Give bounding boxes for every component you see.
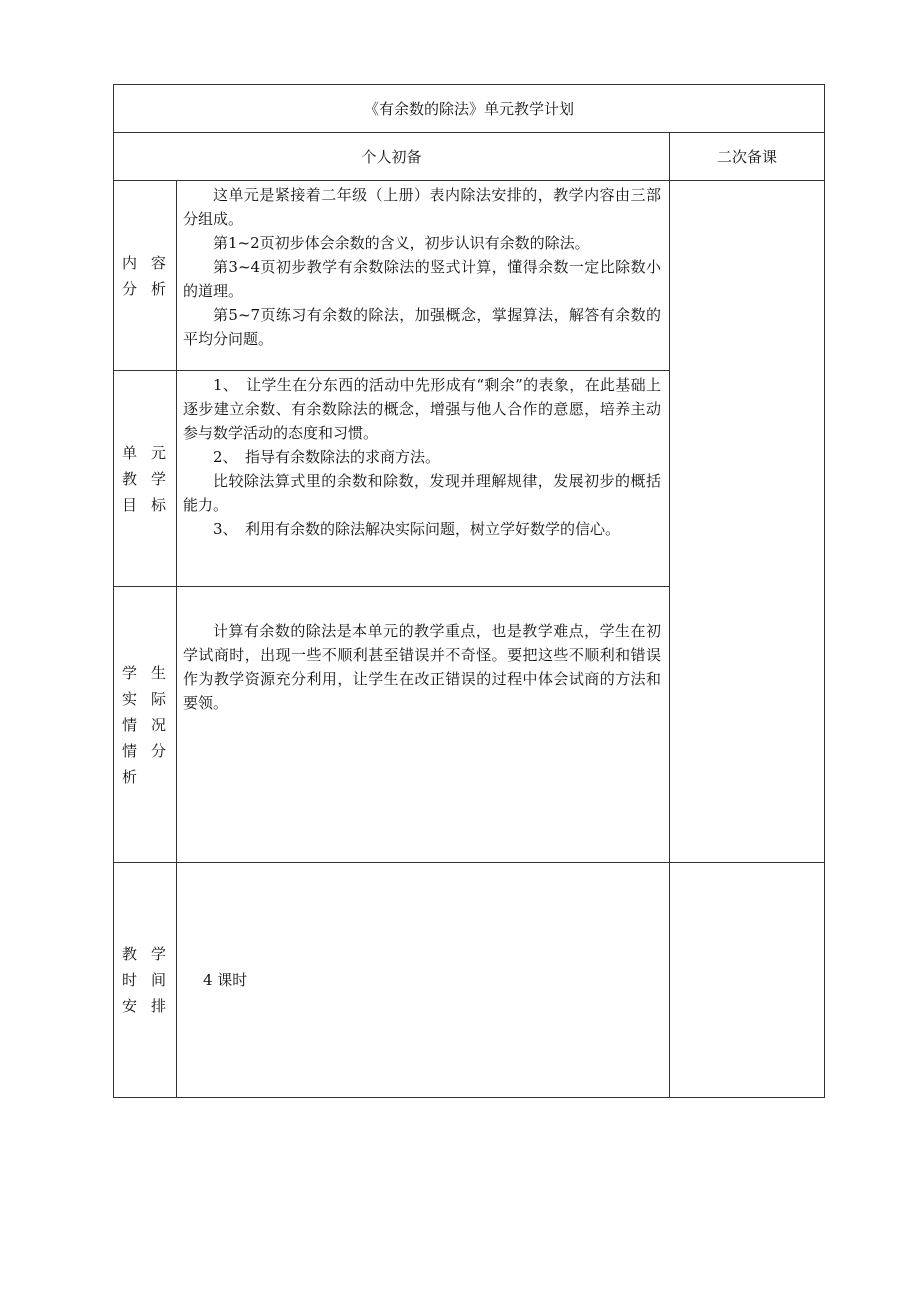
plan-title-text: 《有余数的除法》单元教学计划 xyxy=(364,99,575,118)
second-prep-notes-top xyxy=(670,181,825,863)
content-label-line1: 内 容 xyxy=(122,253,168,272)
student-label-line2: 实 际 xyxy=(122,689,168,708)
content-paragraph: 这单元是紧接着二年级（上册）表内除法安排的，教学内容由三部分组成。 xyxy=(183,186,661,228)
content-label-line2: 分析 xyxy=(122,279,168,298)
time-label-line1: 教 学 xyxy=(122,945,168,963)
time-label-line2: 时 间 xyxy=(122,971,168,989)
teaching-time-label xyxy=(114,863,177,1098)
content-analysis-text xyxy=(177,181,670,371)
teaching-time-value xyxy=(177,863,670,1098)
goal-label-line2: 教 学 xyxy=(122,469,168,488)
unit-goal-text xyxy=(177,371,670,587)
goal-label-line3: 目标 xyxy=(122,495,168,514)
goal-paragraph: 1、 让学生在分东西的活动中先形成有“剩余”的表象，在此基础上逐步建立余数、有余数除法的概念，增强与他人合作的意愿，培养主动参与数学活动的态度和习惯。 xyxy=(183,376,661,442)
class-hours: 4 课时 xyxy=(203,971,248,989)
goal-paragraph: 2、 指导有余数除法的求商方法。 xyxy=(213,448,441,466)
student-paragraph: 计算有余数的除法是本单元的教学重点，也是教学难点，学生在初学试商时，出现一些不顺利甚至错误并不奇怪。要把这些不顺利和错误作为教学资源充分利用，让学生在改正错误的过程中体会试商的方法和要领。 xyxy=(183,622,661,712)
student-analysis-label xyxy=(114,587,177,863)
unit-goal-label xyxy=(114,371,177,587)
content-paragraph: 第1~2页初步体会余数的含义，初步认识有余数的除法。 xyxy=(213,234,590,252)
student-label-line5: 析 xyxy=(122,767,140,786)
student-label-line3: 情 况 xyxy=(122,715,168,734)
unit-plan-table xyxy=(113,84,825,1098)
student-analysis-text xyxy=(177,587,670,863)
time-label-line3: 安排 xyxy=(122,997,168,1015)
goal-paragraph: 3、 利用有余数的除法解决实际问题，树立学好数学的信心。 xyxy=(213,520,621,538)
personal-prep-header xyxy=(114,133,670,181)
second-prep-header-text: 二次备课 xyxy=(717,147,778,166)
second-prep-header xyxy=(670,133,825,181)
second-prep-notes-bottom xyxy=(670,863,825,1098)
plan-title xyxy=(114,85,825,133)
goal-label-line1: 单 元 xyxy=(122,443,168,462)
content-paragraph: 第3~4页初步教学有余数除法的竖式计算，懂得余数一定比除数小的道理。 xyxy=(183,258,661,300)
personal-prep-header-text: 个人初备 xyxy=(361,147,422,166)
goal-paragraph: 比较除法算式里的余数和除数，发现并理解规律，发展初步的概括能力。 xyxy=(183,472,661,514)
student-label-line4: 情 分 xyxy=(122,741,168,760)
student-label-line1: 学 生 xyxy=(122,663,168,682)
content-analysis-label xyxy=(114,181,177,371)
content-paragraph: 第5~7页练习有余数的除法，加强概念，掌握算法，解答有余数的平均分问题。 xyxy=(183,306,661,348)
